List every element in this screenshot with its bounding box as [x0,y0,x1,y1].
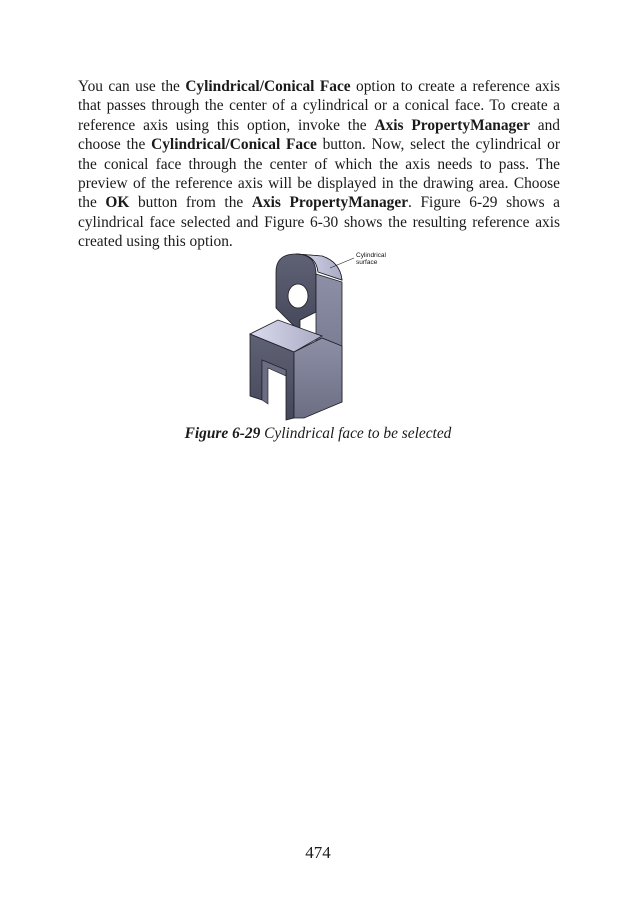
text-run: You can use the [78,78,186,95]
bold-term: Axis PropertyManager [251,194,409,212]
bold-term: Cylindrical/Conical Face [185,78,351,95]
figure-caption-text: Cylindrical face to be selected [260,425,452,442]
text-run: option to create a reference axis that passes through the center of a cylindrical or a conical face. To create a reference axis using this option, invoke the [78,78,560,134]
figure-caption [0,425,636,443]
callout-line-2: surface [356,259,378,266]
bracket-model-illustration [238,252,398,424]
text-run: button. Now, select the cylindrical or the conical face through the center of which the axis needs to pass. The preview of the reference axis will be displayed in the drawing area. Choose the [78,136,560,212]
body-paragraph [78,77,560,252]
text-run: . Figure 6-29 shows a cylindrical face selected and Figure 6-30 shows the resulting reference axis created using this option. [78,194,560,251]
page-number: 474 [305,843,331,862]
seat-side-face [294,338,342,418]
figure-cylindrical-face [238,252,398,424]
figure-number: Figure 6-29 [184,425,261,442]
text-run: button from the [129,194,252,212]
callout-line-1: Cylindrical [356,252,386,259]
text-run: and choose the [78,116,560,154]
hole [288,284,308,308]
bold-term: Axis PropertyManager [374,116,530,134]
callout-label [356,252,386,266]
bold-term: OK [105,194,130,212]
bold-term: Cylindrical/Conical Face [151,136,317,154]
